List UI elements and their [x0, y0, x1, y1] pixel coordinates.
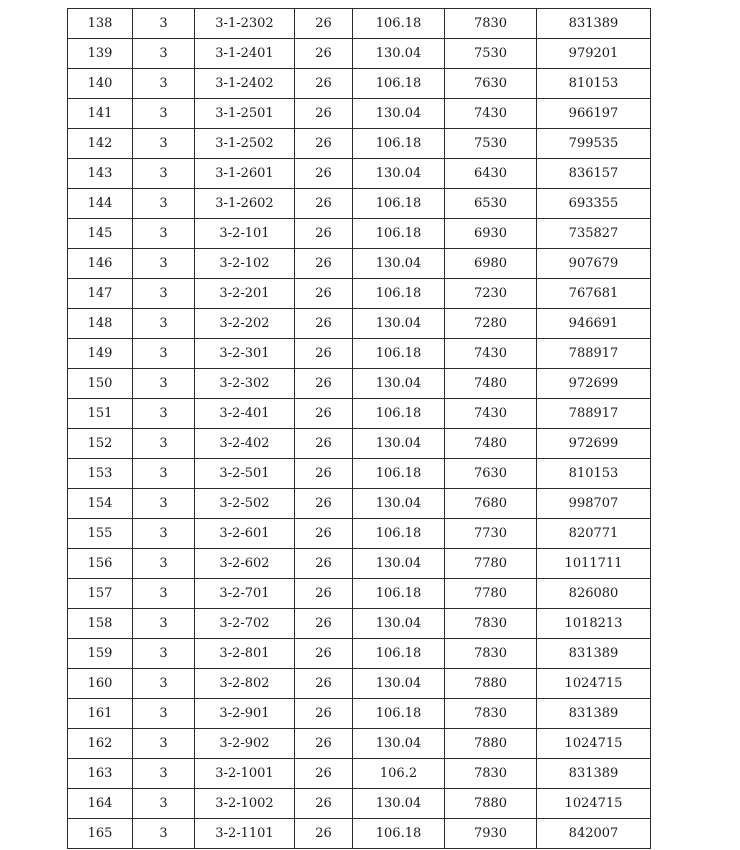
building-cell: 3 [133, 249, 195, 279]
unit-price-cell: 7830 [445, 759, 537, 789]
floors-cell: 26 [295, 669, 353, 699]
unit-price-cell: 7780 [445, 549, 537, 579]
table-row [68, 429, 651, 459]
table-row [68, 9, 651, 39]
unit-price-cell: 6430 [445, 159, 537, 189]
table-row [68, 69, 651, 99]
unit-cell: 3-1-2302 [195, 9, 295, 39]
total-price-cell: 735827 [537, 219, 651, 249]
row-number-cell: 154 [68, 489, 133, 519]
table-row [68, 459, 651, 489]
building-cell: 3 [133, 819, 195, 849]
area-cell: 130.04 [353, 489, 445, 519]
total-price-cell: 1024715 [537, 669, 651, 699]
building-cell: 3 [133, 129, 195, 159]
row-number-cell: 164 [68, 789, 133, 819]
building-cell: 3 [133, 39, 195, 69]
area-cell: 106.18 [353, 279, 445, 309]
area-cell: 106.18 [353, 699, 445, 729]
floors-cell: 26 [295, 339, 353, 369]
unit-price-cell: 6530 [445, 189, 537, 219]
unit-cell: 3-2-1001 [195, 759, 295, 789]
unit-price-cell: 7430 [445, 339, 537, 369]
unit-cell: 3-1-2602 [195, 189, 295, 219]
floors-cell: 26 [295, 429, 353, 459]
building-cell: 3 [133, 399, 195, 429]
unit-price-cell: 7430 [445, 399, 537, 429]
building-cell: 3 [133, 519, 195, 549]
table-row [68, 699, 651, 729]
row-number-cell: 149 [68, 339, 133, 369]
unit-price-cell: 7780 [445, 579, 537, 609]
total-price-cell: 820771 [537, 519, 651, 549]
total-price-cell: 831389 [537, 699, 651, 729]
total-price-cell: 979201 [537, 39, 651, 69]
building-cell: 3 [133, 759, 195, 789]
unit-cell: 3-1-2502 [195, 129, 295, 159]
table-row [68, 519, 651, 549]
unit-price-cell: 7830 [445, 699, 537, 729]
floors-cell: 26 [295, 549, 353, 579]
building-cell: 3 [133, 189, 195, 219]
unit-price-cell: 7230 [445, 279, 537, 309]
area-cell: 106.18 [353, 819, 445, 849]
unit-price-cell: 7930 [445, 819, 537, 849]
building-cell: 3 [133, 789, 195, 819]
area-cell: 130.04 [353, 549, 445, 579]
table-row [68, 819, 651, 849]
area-cell: 130.04 [353, 609, 445, 639]
total-price-cell: 810153 [537, 69, 651, 99]
row-number-cell: 158 [68, 609, 133, 639]
row-number-cell: 157 [68, 579, 133, 609]
row-number-cell: 139 [68, 39, 133, 69]
unit-price-cell: 7830 [445, 609, 537, 639]
floors-cell: 26 [295, 189, 353, 219]
building-cell: 3 [133, 669, 195, 699]
area-cell: 130.04 [353, 159, 445, 189]
unit-price-cell: 7480 [445, 429, 537, 459]
floors-cell: 26 [295, 219, 353, 249]
total-price-cell: 831389 [537, 9, 651, 39]
floors-cell: 26 [295, 369, 353, 399]
unit-price-cell: 7430 [445, 99, 537, 129]
unit-cell: 3-2-401 [195, 399, 295, 429]
building-cell: 3 [133, 549, 195, 579]
building-cell: 3 [133, 339, 195, 369]
unit-cell: 3-2-702 [195, 609, 295, 639]
unit-price-cell: 7530 [445, 39, 537, 69]
area-cell: 130.04 [353, 39, 445, 69]
floors-cell: 26 [295, 159, 353, 189]
unit-price-cell: 7880 [445, 669, 537, 699]
table-row [68, 339, 651, 369]
unit-price-cell: 6980 [445, 249, 537, 279]
total-price-cell: 972699 [537, 369, 651, 399]
row-number-cell: 155 [68, 519, 133, 549]
floors-cell: 26 [295, 759, 353, 789]
table-row [68, 309, 651, 339]
unit-cell: 3-1-2402 [195, 69, 295, 99]
row-number-cell: 138 [68, 9, 133, 39]
building-cell: 3 [133, 219, 195, 249]
area-cell: 130.04 [353, 789, 445, 819]
unit-cell: 3-1-2401 [195, 39, 295, 69]
unit-cell: 3-2-402 [195, 429, 295, 459]
floors-cell: 26 [295, 579, 353, 609]
table-row [68, 249, 651, 279]
unit-cell: 3-2-602 [195, 549, 295, 579]
area-cell: 130.04 [353, 729, 445, 759]
table-row [68, 759, 651, 789]
floors-cell: 26 [295, 309, 353, 339]
unit-cell: 3-2-102 [195, 249, 295, 279]
floors-cell: 26 [295, 459, 353, 489]
row-number-cell: 140 [68, 69, 133, 99]
unit-price-cell: 7880 [445, 729, 537, 759]
area-cell: 130.04 [353, 309, 445, 339]
table-row [68, 729, 651, 759]
row-number-cell: 151 [68, 399, 133, 429]
unit-price-cell: 6930 [445, 219, 537, 249]
floors-cell: 26 [295, 99, 353, 129]
unit-price-cell: 7280 [445, 309, 537, 339]
building-cell: 3 [133, 609, 195, 639]
row-number-cell: 144 [68, 189, 133, 219]
table-row [68, 219, 651, 249]
floors-cell: 26 [295, 789, 353, 819]
row-number-cell: 148 [68, 309, 133, 339]
unit-price-cell: 7880 [445, 789, 537, 819]
unit-cell: 3-2-101 [195, 219, 295, 249]
area-cell: 106.18 [353, 639, 445, 669]
total-price-cell: 966197 [537, 99, 651, 129]
table-row [68, 789, 651, 819]
table-row [68, 549, 651, 579]
unit-price-cell: 7630 [445, 459, 537, 489]
table-row [68, 159, 651, 189]
total-price-cell: 810153 [537, 459, 651, 489]
table-row [68, 279, 651, 309]
total-price-cell: 693355 [537, 189, 651, 219]
table-row [68, 489, 651, 519]
area-cell: 130.04 [353, 429, 445, 459]
floors-cell: 26 [295, 279, 353, 309]
row-number-cell: 141 [68, 99, 133, 129]
price-table-body [68, 9, 651, 849]
floors-cell: 26 [295, 489, 353, 519]
total-price-cell: 1024715 [537, 789, 651, 819]
unit-price-cell: 7680 [445, 489, 537, 519]
row-number-cell: 142 [68, 129, 133, 159]
floors-cell: 26 [295, 399, 353, 429]
building-cell: 3 [133, 459, 195, 489]
building-cell: 3 [133, 9, 195, 39]
total-price-cell: 767681 [537, 279, 651, 309]
row-number-cell: 150 [68, 369, 133, 399]
floors-cell: 26 [295, 39, 353, 69]
building-cell: 3 [133, 429, 195, 459]
floors-cell: 26 [295, 639, 353, 669]
area-cell: 106.18 [353, 129, 445, 159]
unit-cell: 3-2-601 [195, 519, 295, 549]
area-cell: 106.18 [353, 579, 445, 609]
unit-cell: 3-1-2501 [195, 99, 295, 129]
unit-cell: 3-2-701 [195, 579, 295, 609]
unit-cell: 3-2-202 [195, 309, 295, 339]
unit-cell: 3-2-301 [195, 339, 295, 369]
row-number-cell: 156 [68, 549, 133, 579]
building-cell: 3 [133, 99, 195, 129]
table-row [68, 129, 651, 159]
building-cell: 3 [133, 729, 195, 759]
floors-cell: 26 [295, 729, 353, 759]
building-cell: 3 [133, 579, 195, 609]
row-number-cell: 145 [68, 219, 133, 249]
unit-price-cell: 7530 [445, 129, 537, 159]
building-cell: 3 [133, 639, 195, 669]
total-price-cell: 836157 [537, 159, 651, 189]
floors-cell: 26 [295, 519, 353, 549]
area-cell: 130.04 [353, 249, 445, 279]
total-price-cell: 831389 [537, 759, 651, 789]
total-price-cell: 788917 [537, 399, 651, 429]
area-cell: 130.04 [353, 369, 445, 399]
unit-cell: 3-2-1101 [195, 819, 295, 849]
table-row [68, 189, 651, 219]
total-price-cell: 842007 [537, 819, 651, 849]
row-number-cell: 143 [68, 159, 133, 189]
unit-cell: 3-2-802 [195, 669, 295, 699]
building-cell: 3 [133, 489, 195, 519]
floors-cell: 26 [295, 819, 353, 849]
unit-cell: 3-2-502 [195, 489, 295, 519]
area-cell: 106.18 [353, 519, 445, 549]
area-cell: 106.18 [353, 189, 445, 219]
floors-cell: 26 [295, 129, 353, 159]
building-cell: 3 [133, 279, 195, 309]
building-cell: 3 [133, 159, 195, 189]
unit-cell: 3-2-201 [195, 279, 295, 309]
table-row [68, 669, 651, 699]
row-number-cell: 153 [68, 459, 133, 489]
unit-price-cell: 7830 [445, 639, 537, 669]
building-cell: 3 [133, 699, 195, 729]
area-cell: 106.18 [353, 9, 445, 39]
total-price-cell: 799535 [537, 129, 651, 159]
area-cell: 130.04 [353, 669, 445, 699]
total-price-cell: 972699 [537, 429, 651, 459]
floors-cell: 26 [295, 9, 353, 39]
unit-cell: 3-2-901 [195, 699, 295, 729]
area-cell: 106.2 [353, 759, 445, 789]
unit-price-cell: 7480 [445, 369, 537, 399]
table-row [68, 639, 651, 669]
row-number-cell: 146 [68, 249, 133, 279]
total-price-cell: 826080 [537, 579, 651, 609]
building-cell: 3 [133, 69, 195, 99]
building-cell: 3 [133, 369, 195, 399]
unit-cell: 3-2-501 [195, 459, 295, 489]
total-price-cell: 1011711 [537, 549, 651, 579]
unit-price-cell: 7630 [445, 69, 537, 99]
row-number-cell: 152 [68, 429, 133, 459]
table-row [68, 369, 651, 399]
table-row [68, 609, 651, 639]
total-price-cell: 788917 [537, 339, 651, 369]
row-number-cell: 162 [68, 729, 133, 759]
unit-cell: 3-2-801 [195, 639, 295, 669]
row-number-cell: 147 [68, 279, 133, 309]
row-number-cell: 165 [68, 819, 133, 849]
unit-cell: 3-1-2601 [195, 159, 295, 189]
row-number-cell: 160 [68, 669, 133, 699]
total-price-cell: 907679 [537, 249, 651, 279]
row-number-cell: 161 [68, 699, 133, 729]
total-price-cell: 1024715 [537, 729, 651, 759]
row-number-cell: 159 [68, 639, 133, 669]
table-row [68, 99, 651, 129]
total-price-cell: 831389 [537, 639, 651, 669]
area-cell: 130.04 [353, 99, 445, 129]
unit-price-cell: 7730 [445, 519, 537, 549]
table-row [68, 39, 651, 69]
floors-cell: 26 [295, 69, 353, 99]
floors-cell: 26 [295, 249, 353, 279]
table-row [68, 579, 651, 609]
area-cell: 106.18 [353, 459, 445, 489]
unit-cell: 3-2-902 [195, 729, 295, 759]
area-cell: 106.18 [353, 339, 445, 369]
building-cell: 3 [133, 309, 195, 339]
floors-cell: 26 [295, 699, 353, 729]
area-cell: 106.18 [353, 219, 445, 249]
area-cell: 106.18 [353, 69, 445, 99]
unit-cell: 3-2-1002 [195, 789, 295, 819]
table-row [68, 399, 651, 429]
row-number-cell: 163 [68, 759, 133, 789]
price-table [67, 8, 651, 849]
total-price-cell: 946691 [537, 309, 651, 339]
unit-cell: 3-2-302 [195, 369, 295, 399]
total-price-cell: 998707 [537, 489, 651, 519]
area-cell: 106.18 [353, 399, 445, 429]
unit-price-cell: 7830 [445, 9, 537, 39]
total-price-cell: 1018213 [537, 609, 651, 639]
floors-cell: 26 [295, 609, 353, 639]
